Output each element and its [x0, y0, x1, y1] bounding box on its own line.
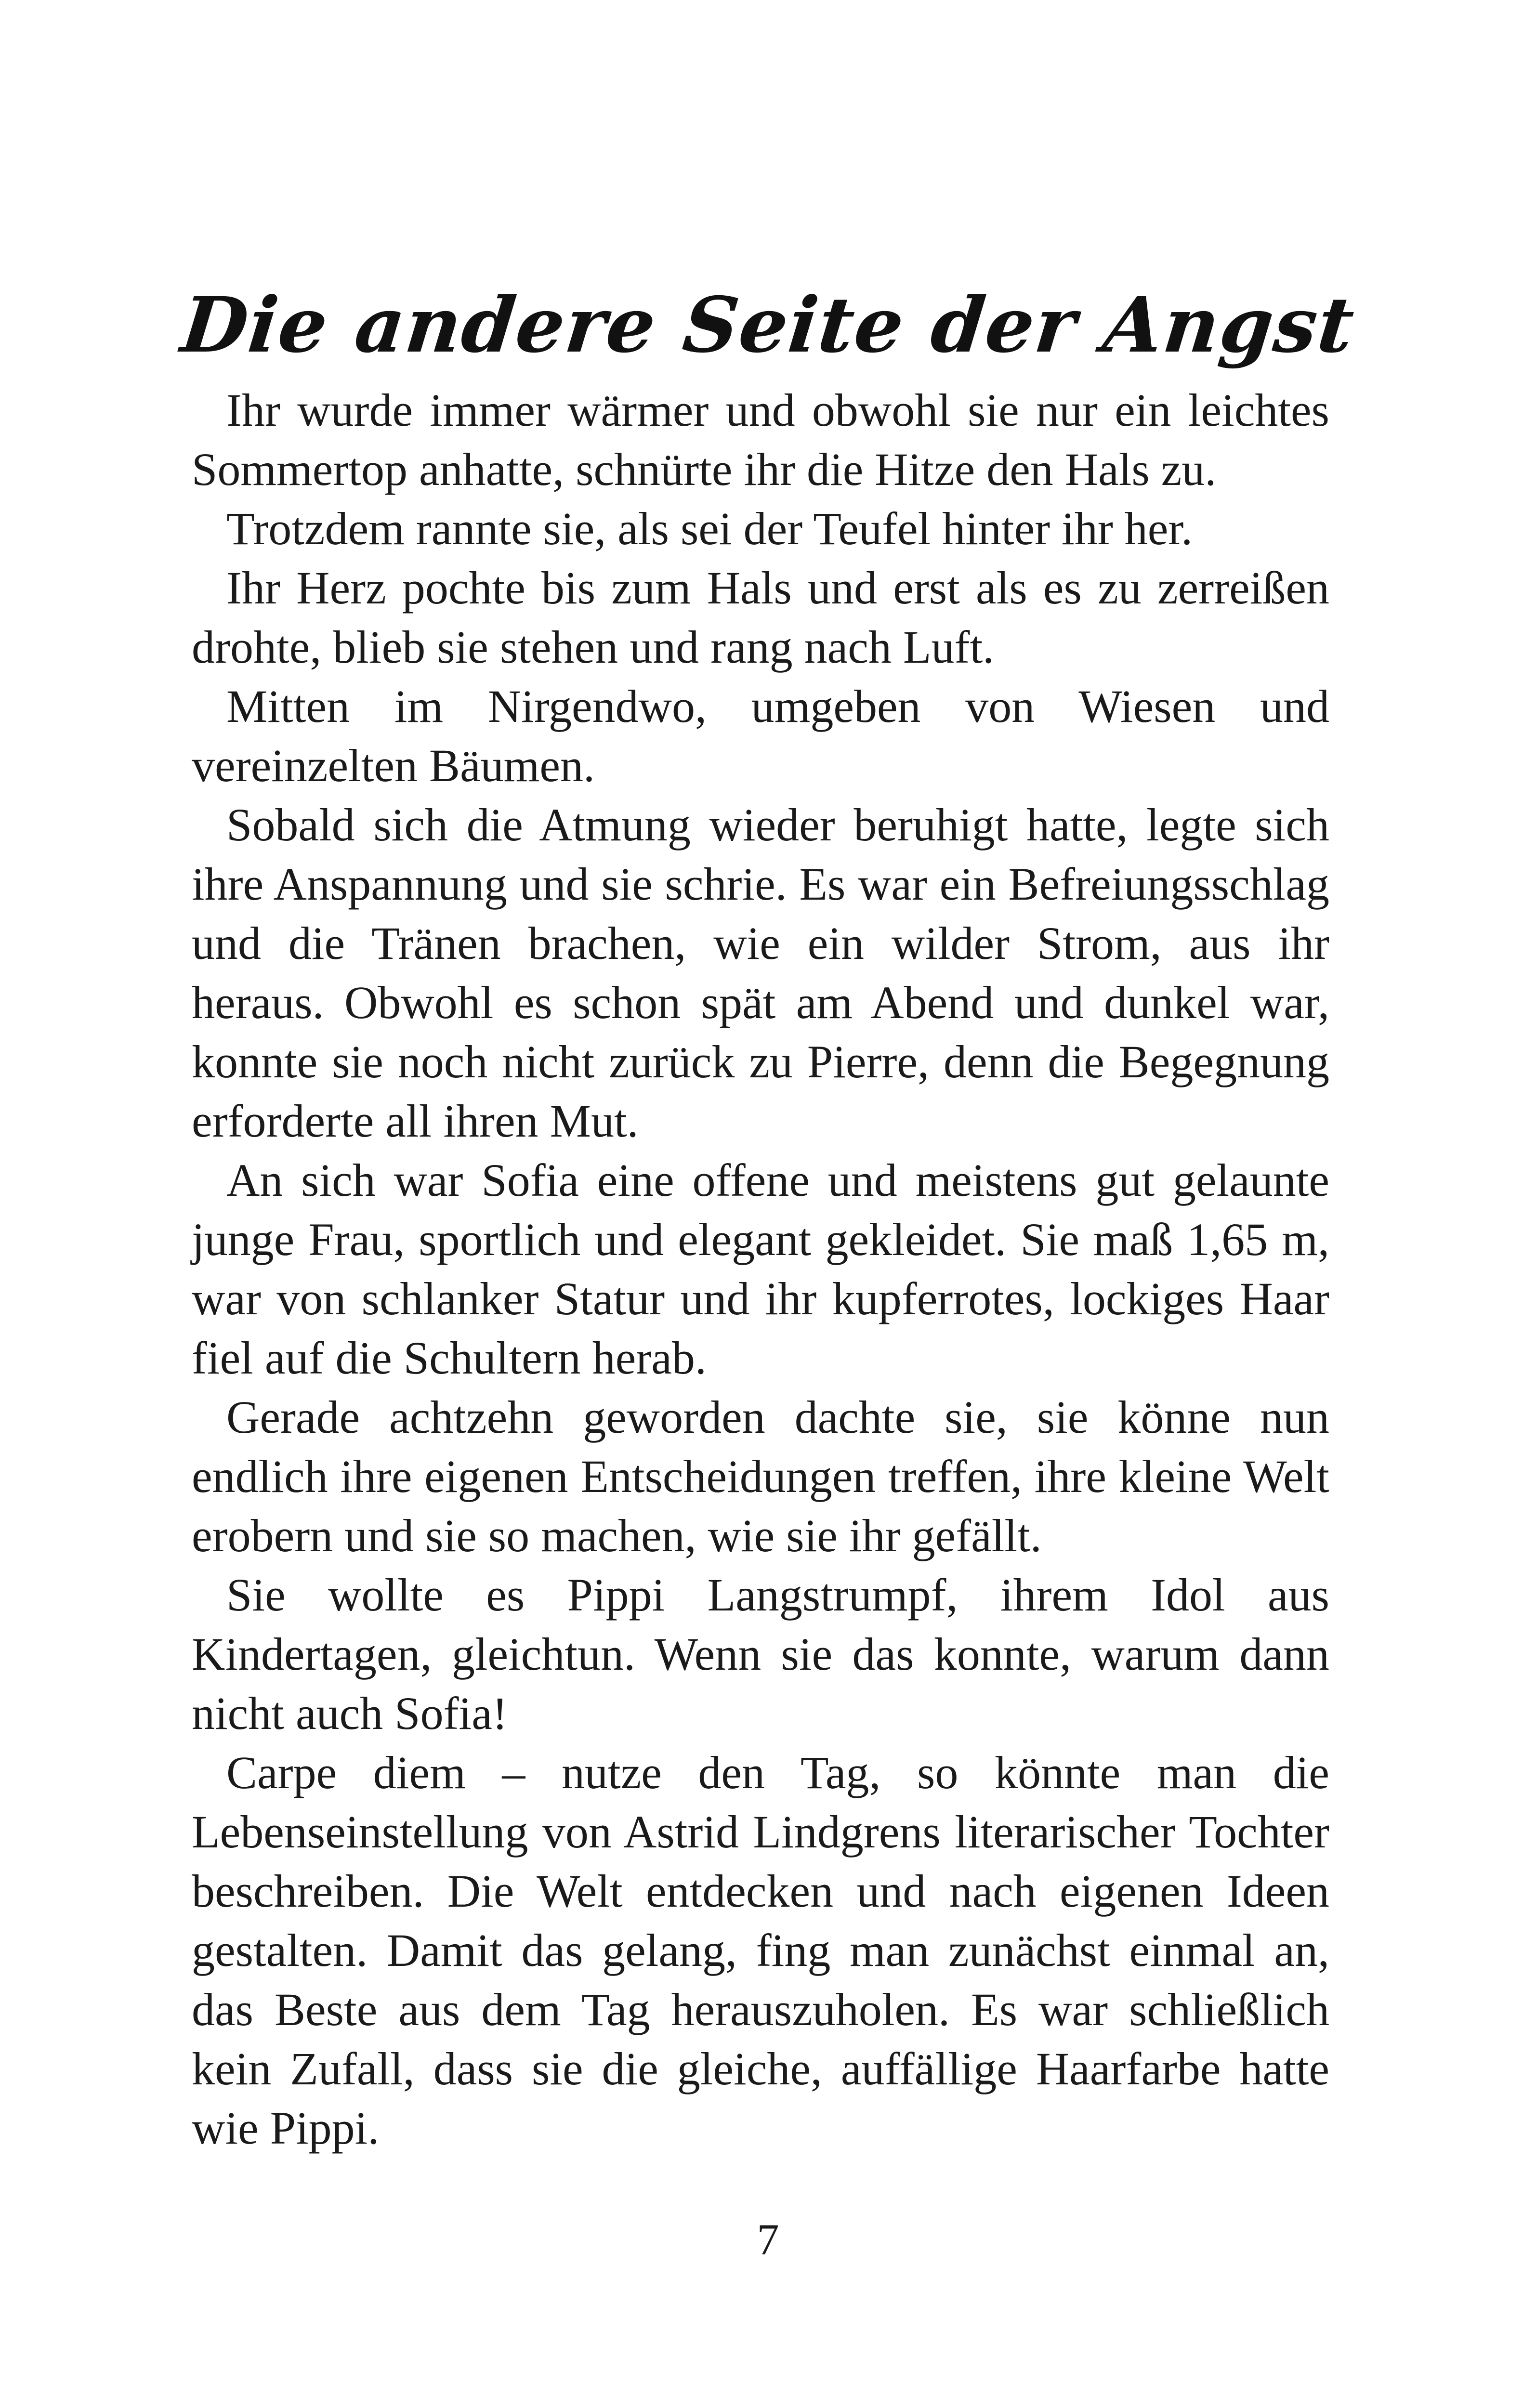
paragraph: An sich war Sofia eine offene und meistens gut gelaunte junge Frau, sportlich und elegant gekleidet. Sie maß 1,65 m, war von schlanker Statur und ihr kupferrotes, lockiges Haar fiel auf die Schultern herab. — [192, 1154, 1329, 1384]
paragraph: Ihr Herz pochte bis zum Hals und erst als es zu zerreißen drohte, blieb sie stehen und rang nach Luft. — [192, 562, 1329, 673]
body-text — [192, 380, 1329, 2158]
paragraph: Trotzdem rannte sie, als sei der Teufel hinter ihr her. — [226, 503, 1193, 554]
paragraph: Gerade achtzehn geworden dachte sie, sie könne nun endlich ihre eigenen Entscheidungen treffen, ihre kleine Welt erobern und sie so machen, wie sie ihr gefällt. — [192, 1391, 1329, 1561]
paragraph: Sobald sich die Atmung wieder beruhigt hatte, legte sich ihre Anspannung und sie schrie. Es war ein Befreiungsschlag und die Tränen brachen, wie ein wilder Strom, aus ihr heraus. Obwohl es schon spät am Abend und dunkel war, konnte sie noch nicht zurück zu Pierre, denn die Begegnung erforderte all ihren Mut. — [192, 799, 1329, 1147]
paragraph: Carpe diem – nutze den Tag, so könnte man die Lebenseinstellung von Astrid Lindgrens literarischer Tochter beschreiben. Die Welt entdecken und nach eigenen Ideen gestalten. Damit das gelang, fing man zunächst einmal an, das Beste aus dem Tag herauszuholen. Es war schließlich kein Zufall, dass sie die gleiche, auffällige Haarfarbe hatte wie Pippi. — [192, 1747, 1329, 2154]
paragraph: Sie wollte es Pippi Langstrumpf, ihrem Idol aus Kindertagen, gleichtun. Wenn sie das konnte, warum dann nicht auch Sofia! — [192, 1569, 1329, 1739]
paragraph: Ihr wurde immer wärmer und obwohl sie nur ein leichtes Sommertop anhatte, schnürte ihr die Hitze den Hals zu. — [192, 384, 1329, 495]
page-number: 7 — [757, 2215, 779, 2264]
chapter-title: Die andere Seite der Angst — [177, 280, 1359, 370]
paragraph: Mitten im Nirgendwo, umgeben von Wiesen und vereinzelten Bäumen. — [192, 681, 1329, 791]
